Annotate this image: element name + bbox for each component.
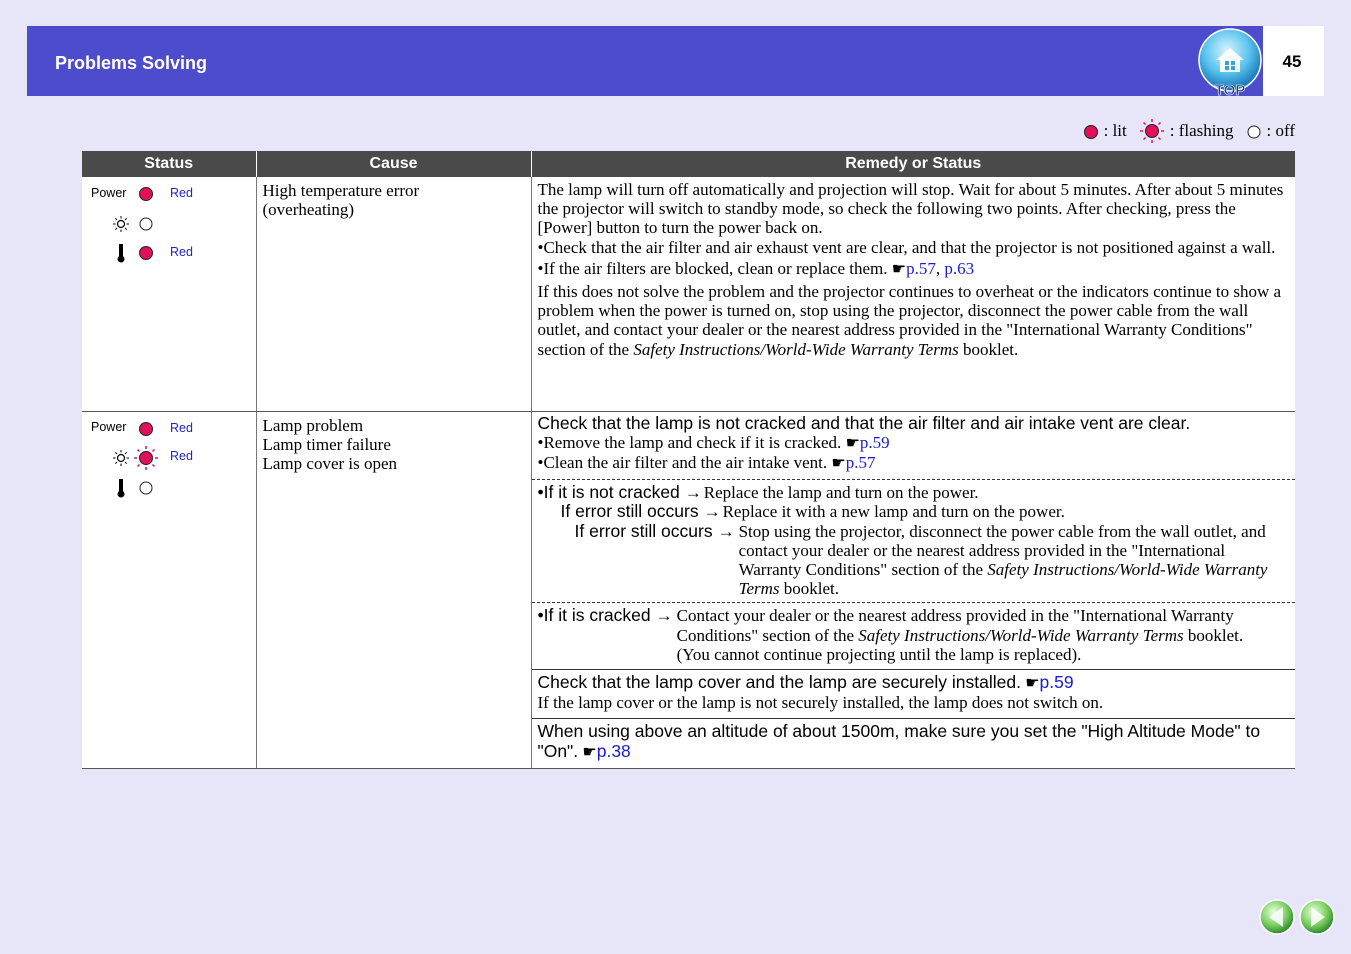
- lamp-icon: [112, 449, 130, 467]
- table-header-row: [82, 151, 1295, 177]
- remedy-cell: [531, 177, 1295, 411]
- remedy-bullet-text: •Clean the air filter and the air intake vent.: [537, 452, 828, 472]
- remedy-step: [538, 483, 1290, 502]
- remedy-paragraph: The lamp will turn off automatically and projection will stop. Wait for about 5 minutes. After about 5 minutes the projector will switch to standby mode, so check the following two points. After checking, press the [Power] button to turn the power back on.: [537, 180, 1284, 238]
- legend-off-label: : off: [1266, 121, 1295, 140]
- header-cause: Cause: [256, 151, 531, 177]
- step-condition: If error still occurs: [560, 501, 699, 522]
- remedy-bullet: •Check that the air filter and air exhaust vent are clear, and that the projector is not positioned against a wall.: [537, 237, 1276, 257]
- remedy-section-cracked: [532, 602, 1296, 669]
- status-cell: [82, 411, 256, 768]
- remedy-bullet-text: •If the air filters are blocked, clean or replace them.: [537, 258, 888, 278]
- arrow-right-icon: [1298, 898, 1336, 936]
- link-p57[interactable]: p.57: [845, 452, 876, 472]
- remedy-bullet: [538, 453, 1290, 473]
- remedy-bullet: [538, 259, 1290, 279]
- lamp-icon: [112, 215, 130, 233]
- step-condition: •If it is not cracked: [537, 482, 680, 503]
- flashing-indicator-icon: [1139, 118, 1165, 144]
- remedy-step: [538, 606, 1290, 664]
- remedy-heading-line: [538, 673, 1290, 693]
- remedy-step: [538, 502, 1290, 521]
- cause-line: Lamp problem: [262, 415, 364, 435]
- remedy-text: If this does not solve the problem and the projector continues to overheat or the indicators continue to show a problem when the power is turned on, stop using the projector, disconnect the power cable from the wall outlet, and contact your dealer or the nearest address provided in the "International Warranty Conditions" section of the: [537, 282, 1282, 359]
- power-label: Power: [91, 186, 127, 200]
- remedy-section-not-cracked: [532, 479, 1296, 602]
- cause-line: Lamp timer failure: [262, 434, 391, 454]
- header-bar: [27, 26, 1263, 96]
- link-p38[interactable]: p.38: [596, 740, 631, 761]
- page-number-box: [1263, 26, 1324, 96]
- remedy-section-check-lamp: [532, 412, 1296, 480]
- remedy-bullet-text: •Remove the lamp and check if it is cracked.: [537, 432, 842, 452]
- remedy-heading: When using above an altitude of about 1500m, make sure you set the "High Altitude Mode" to "On".: [537, 721, 1261, 761]
- reference-hand-icon: ☛: [831, 454, 846, 472]
- link-p59[interactable]: p.59: [1039, 671, 1074, 692]
- temperature-icon: [115, 243, 127, 263]
- reference-hand-icon: ☛: [891, 260, 907, 278]
- step-action: Replace the lamp and turn on the power.: [703, 483, 979, 503]
- lamp-off-icon: [138, 216, 154, 232]
- link-p57[interactable]: p.57: [906, 258, 936, 278]
- step-condition: If error still occurs: [574, 520, 713, 541]
- power-status-red: Red: [170, 420, 193, 435]
- top-label: TOP: [1214, 82, 1246, 96]
- step-action: Replace it with a new lamp and turn on the power.: [722, 502, 1065, 522]
- header-status: Status: [82, 151, 256, 177]
- top-button[interactable]: [1198, 28, 1264, 96]
- reference-hand-icon: ☛: [1025, 674, 1040, 692]
- temp-lit-icon: [138, 245, 154, 261]
- legend-flashing-label: : flashing: [1169, 121, 1234, 140]
- indicator-legend: [1083, 118, 1295, 144]
- remedy-text: booklet.: [958, 339, 1019, 359]
- lit-indicator-icon: [1083, 123, 1099, 139]
- power-lit-icon: [138, 186, 154, 202]
- step-action-text: Stop using the projector, disconnect the power cable from the wall outlet, and contact your dealer or the nearest address provided in the "International Warranty Conditions" section of the: [738, 521, 1266, 579]
- previous-page-button[interactable]: [1258, 898, 1296, 936]
- booklet-title: Safety Instructions/World-Wide Warranty Terms: [858, 625, 1184, 645]
- link-p59[interactable]: p.59: [859, 432, 890, 452]
- arrow-icon: →: [655, 606, 673, 626]
- booklet-title: Safety Instructions/World-Wide Warranty Terms: [738, 559, 1268, 599]
- step-action-text: Contact your dealer or the nearest address provided in the "International Warranty Conditions" section of the: [676, 606, 1234, 645]
- table-row: [82, 177, 1295, 411]
- arrow-icon: →: [717, 521, 735, 541]
- remedy-cell: [531, 411, 1295, 768]
- step-action: [739, 522, 1289, 599]
- ref-separator: ,: [935, 258, 945, 278]
- cause-cell: [256, 177, 531, 411]
- step-action: [677, 606, 1289, 664]
- remedy-paragraph: [538, 282, 1290, 359]
- page-title: Problems Solving: [55, 53, 208, 73]
- page-number: 45: [1282, 52, 1302, 71]
- temperature-icon: [115, 478, 127, 498]
- remedy-heading: Check that the lamp is not cracked and that the air filter and air intake vent are clear.: [537, 412, 1191, 433]
- remedy-section-lamp-cover: [532, 669, 1296, 718]
- step-action-text: booklet.: [1183, 625, 1244, 645]
- lamp-status-red: Red: [170, 448, 193, 463]
- step-condition: •If it is cracked: [537, 605, 651, 626]
- arrow-icon: →: [684, 483, 702, 503]
- home-icon: [1198, 28, 1264, 96]
- table-row: [82, 411, 1295, 768]
- legend-lit-label: : lit: [1103, 121, 1127, 140]
- status-cell: [82, 177, 256, 411]
- arrow-icon: →: [703, 502, 721, 522]
- step-action-text: booklet.: [779, 579, 840, 599]
- power-status-red: Red: [170, 186, 193, 200]
- temp-status-red: Red: [170, 245, 193, 259]
- remedy-heading: Check that the lamp cover and the lamp are securely installed.: [537, 671, 1021, 692]
- cause-line: Lamp cover is open: [262, 453, 398, 473]
- cause-cell: [256, 411, 531, 768]
- power-label: Power: [91, 419, 127, 434]
- booklet-title: Safety Instructions/World-Wide Warranty Terms: [633, 339, 959, 359]
- off-indicator-icon: [1246, 123, 1262, 139]
- reference-hand-icon: ☛: [845, 434, 860, 452]
- power-lit-icon: [138, 421, 154, 437]
- remedy-section-altitude: [532, 718, 1296, 767]
- lamp-flashing-icon: [133, 445, 159, 471]
- step-note: (You cannot continue projecting until the lamp is replaced).: [676, 644, 1082, 664]
- arrow-left-icon: [1258, 898, 1296, 936]
- cause-line: High temperature error: [262, 181, 420, 200]
- troubleshooting-table: [82, 151, 1295, 769]
- cause-line: (overheating): [262, 200, 355, 219]
- remedy-bullet: [538, 433, 1290, 453]
- header-remedy: Remedy or Status: [531, 151, 1295, 177]
- remedy-text: If the lamp cover or the lamp is not securely installed, the lamp does not switch on.: [537, 693, 1104, 713]
- link-p63[interactable]: p.63: [944, 258, 975, 278]
- temp-off-icon: [138, 480, 154, 496]
- remedy-step: [538, 522, 1290, 599]
- next-page-button[interactable]: [1298, 898, 1336, 936]
- reference-hand-icon: ☛: [582, 743, 597, 761]
